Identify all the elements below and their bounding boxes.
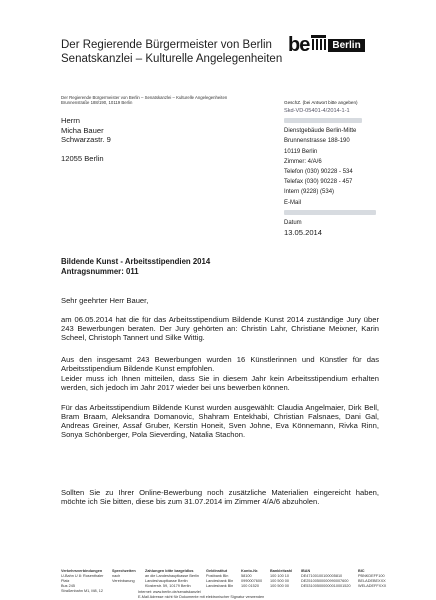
sender-info-block [284, 99, 376, 238]
geschz-value: Skd-VD-05401-4/2014-1-1 [284, 108, 350, 114]
footer-internet: Internet: www.berlin.de/senatskanzlei [138, 590, 201, 594]
footer-text: nach [112, 573, 121, 578]
footer-text: Landesbank Bln [206, 578, 234, 583]
footer-text: an die Landeshauptkasse Berlin [145, 573, 200, 578]
recipient-city: 12055 Berlin [61, 153, 104, 163]
datum-label: Datum [284, 220, 302, 227]
footer-bic [358, 569, 390, 594]
subject-title: Bildende Kunst - Arbeitsstipendien 2014 [61, 257, 211, 266]
office-name: Dienstgebäude Berlin-Mitte [284, 128, 357, 135]
footer-text: 100 01520 [241, 583, 259, 588]
footer-transport-title: Verkehrsverbindungen [61, 569, 103, 573]
recipient-address [61, 116, 111, 163]
berlin-logo [288, 34, 365, 57]
datum-value: 13.05.2014 [284, 228, 323, 238]
email-label: E-Mail [284, 199, 302, 206]
office-phone: Telefon (030) 90228 - 534 [284, 169, 353, 176]
footer-bic-title: BIC [358, 569, 365, 573]
footer-text: Klosterstr. 59, 10179 Berlin [145, 583, 191, 588]
footer-blz-title: Bankleitzahl [270, 569, 293, 573]
logo-be-text: be [288, 34, 310, 56]
office-room: Zimmer: 4/A/6 [284, 158, 322, 165]
footer-text: 58100 [241, 573, 252, 578]
footer-text: 100 500 00 [270, 578, 290, 583]
recipient-salutation: Herrn [61, 116, 80, 125]
letterhead-line2: Senatskanzlei – Kulturelle Angelegenheiten [61, 53, 283, 65]
footer-text: WELADEFFXXX [358, 583, 387, 588]
footer-text: 100 500 00 [270, 583, 290, 588]
redacted-email [284, 208, 376, 218]
footer-transport [61, 569, 107, 594]
footer-hours-title: Sprechzeiten [112, 569, 136, 573]
footer-text: Bus 245 [61, 583, 75, 588]
footer-text: PBNKDEFF100 [358, 573, 385, 578]
paragraph-result: Aus den insgesamt 243 Bewerbungen wurden 16 Künstlerinnen und Künstler für das Arbeitsstipendium Bildende Kunst empfohlen. [61, 355, 379, 374]
footer-blz [270, 569, 296, 594]
footer-text: Postbank Bln [206, 573, 229, 578]
footer-text: Vereinbarung [112, 578, 135, 583]
brandenburg-gate-icon [311, 34, 326, 57]
footer-email-note: E-Mail Adresse nicht für Dokumente mit elektronischer Signatur verwenden [138, 595, 265, 599]
footer-text: Landesbank Bln [206, 583, 234, 588]
footer-text: DE531005000000010001520 [301, 583, 351, 588]
logo-berlin-box: Berlin [328, 39, 364, 52]
footer-text: Landeshauptkasse Berlin [145, 578, 188, 583]
office-street: Brunnenstrasse 188-190 [284, 138, 350, 145]
sender-line-2: Brunnenstraße 188/190, 10119 Berlin [61, 100, 133, 106]
subject [61, 257, 210, 277]
footer-text: DE47100100100005810 [301, 573, 343, 578]
redacted-contact-name [284, 116, 376, 126]
footer-text: 0990007600 [241, 578, 263, 583]
paragraph-rejection: Leider muss ich Ihnen mitteilen, dass Sie in diesem Jahr kein Arbeitsstipendium erhalten werden, sich jedoch im Jahr 2017 wieder bei uns bewerben können. [61, 374, 379, 393]
footer-account-title: Konto-Nr. [241, 569, 259, 573]
office-city: 10119 Berlin [284, 148, 318, 155]
footer-bank-title: Geldinstitut [206, 569, 228, 573]
salutation: Sehr geehrter Herr Bauer, [61, 296, 149, 305]
subject-number: Antragsnummer: 011 [61, 267, 139, 276]
footer-text: BELADEBEXXX [358, 578, 386, 583]
sender-line-1: Der Regierende Bürgermeister von Berlin – Senatskanzlei – Kulturelle Angelegenheiten [61, 95, 228, 100]
paragraph-jury: am 06.05.2014 hat die für das Arbeitsstipendium Bildende Kunst 2014 zuständige Jury über 243 Bewerbungen beraten. Der Jury gehörten an: Christin Lahr, Christiane Meixner, Karin Scheel, Christoph Tannert und Silke Wittig. [61, 315, 379, 343]
footer-bank [206, 569, 236, 594]
geschz-label: GeschZ. (bei Antwort bitte angeben) [284, 100, 358, 105]
recipient-street: Schwarzastr. 9 [61, 135, 111, 145]
paragraph-materials: Sollten Sie zu Ihrer Online-Bewerbung noch zusätzliche Materialien eingereicht haben, möchte ich Sie bitten, diese bis zum 31.07.2014 im Zimmer 4/A/6 abzuholen. [61, 488, 379, 507]
footer-text: DE25100500000990007600 [301, 578, 349, 583]
sender-line [61, 95, 227, 106]
recipient-name: Micha Bauer [61, 125, 104, 135]
footer-hours [112, 569, 140, 594]
footer-iban [301, 569, 353, 594]
letterhead-line1: Der Regierende Bürgermeister von Berlin [61, 39, 272, 51]
office-intern: Intern (9228) (534) [284, 189, 335, 196]
office-fax: Telefax (030) 90228 - 457 [284, 179, 353, 186]
footer [61, 569, 401, 594]
footer-payment-title: Zahlungen bitte bargeldlos [145, 569, 194, 573]
paragraph-selected: Für das Arbeitsstipendium Bildende Kunst wurden ausgewählt: Claudia Angelmaier, Dirk Bell, Bram Braam, Aleksandra Domanovic, Shahram Entekhabi, Christian Falsnaes, Dani Gal, Andreas Greiner, Assaf Gruber, Kerstin Honeit, Sven Johne, Eva Könnemann, Rivka Rinn, Sonya Schönberger, Pola Sieverding, Natalia Stachon. [61, 403, 379, 440]
footer-iban-title: IBAN [301, 569, 311, 573]
footer-text: U-Bahn U 8: Rosenthaler Platz [61, 573, 104, 583]
footer-account [241, 569, 265, 594]
footer-text: 100 100 10 [270, 573, 290, 578]
footer-text: Straßenbahn M1, M8, 12 [61, 588, 103, 593]
